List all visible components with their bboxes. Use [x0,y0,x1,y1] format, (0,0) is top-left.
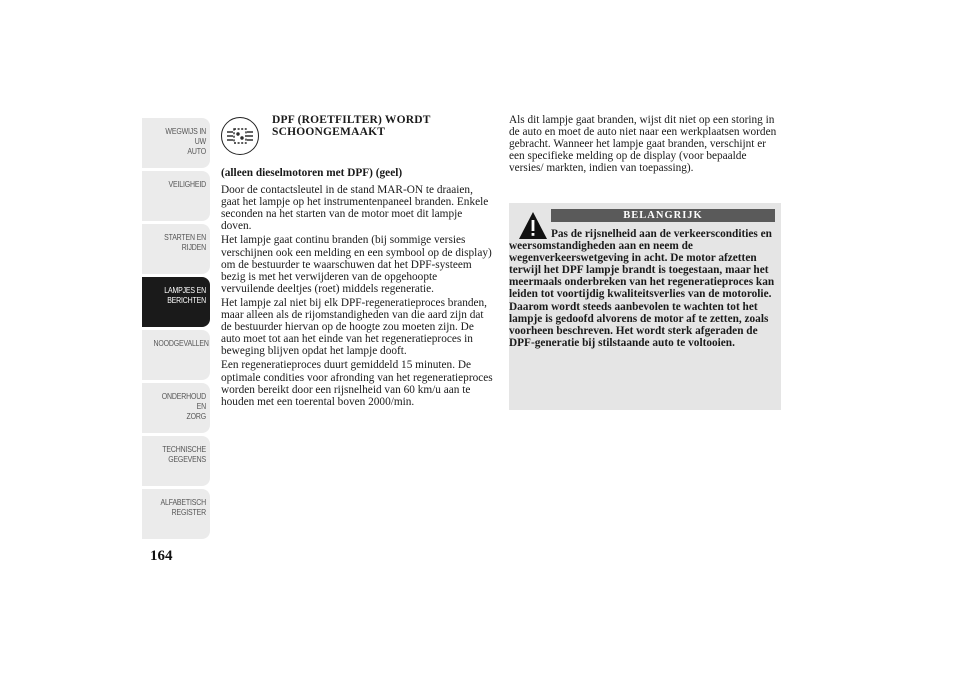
tab-onderhoud[interactable] [142,383,210,433]
dpf-filter-icon [221,117,259,155]
tab-label: NOODGEVALLEN [153,338,209,348]
section-heading [272,114,482,138]
paragraph: Door de contactsleutel in de stand MAR-ON te draaien, gaat het lampje op het instrumentenpaneel branden. Enkele seconden na het starten van de motor moet dit lampje doven. [221,184,489,233]
tab-label: ALFABETISCH REGISTER [160,497,206,517]
warning-lead: Pas de rijsnelheid aan de verkeerscondities en [551,228,772,240]
paragraph: Als dit lampje gaat branden, wijst dit niet op een storing in de auto en moet de auto niet naar een werkplaatsen worden gebracht. Wanneer het lampje gaat branden, verschijnt er een specifieke melding op de display (voor bepaalde versies/ markten, indien van toepassing). [509,114,777,175]
warning-box [509,203,781,410]
tab-technische[interactable] [142,436,210,486]
paragraph: Het lampje zal niet bij elk DPF-regeneratieproces branden, maar alleen als de rijomstandigheden van die aard zijn dat de bestuurder hiervan op de hoogte zou moeten zijn. De auto moet tot aan het einde van het regeneratieproces in beweging blijven opdat het lampje dooft. [221,296,488,358]
paragraph: Het lampje gaat continu branden (bij sommige versies verschijnen ook een melding en een symbool op de display) om de bestuurder te waarschuwen dat het DPF-systeem bezig is met het verwijderen van de opgehoopte vervuilende deeltjes (roet) middels regeneratie. [221,234,492,295]
tab-label: ONDERHOUD EN ZORG [161,391,206,421]
tab-label: LAMPJES EN BERICHTEN [164,285,206,305]
tab-lampjes[interactable] [142,277,210,327]
tab-alfabetisch[interactable] [142,489,210,539]
tab-noodgevallen[interactable] [142,330,210,380]
tab-veiligheid[interactable] [142,171,210,221]
tab-wegwijs[interactable] [142,118,210,168]
warning-header: BELANGRIJK [551,209,775,222]
tab-label: VEILIGHEID [168,179,206,189]
tab-starten[interactable] [142,224,210,274]
subheading: (alleen dieselmotoren met DPF) (geel) [221,167,403,179]
right-column [509,114,781,174]
tab-label: TECHNISCHE GEGEVENS [162,444,206,464]
paragraph: Een regeneratieproces duurt gemiddeld 15 minuten. De optimale condities voor afronding van het regeneratieproces worden bereikt door een rijsnelheid van 60 km/u aan te houden met een toerental boven 2000/min. [221,359,493,408]
page-number: 164 [150,548,173,564]
heading-line: DPF (ROETFILTER) WORDT [272,114,431,126]
warning-text [509,228,775,349]
left-column [221,167,493,410]
tab-label: WEGWIJS IN UW AUTO [165,126,206,156]
tab-label: STARTEN EN RIJDEN [164,232,206,252]
heading-line: SCHOONGEMAAKT [272,126,386,138]
warning-body: weersomstandigheden aan en neem de wegenverkeerswetgeving in acht. De motor afzetten terwijl het DPF lampje brandt is toegestaan, maar het meermaals onderbreken van het regeneratieproces kan leiden tot voortijdig kwaliteitsverlies van de motorolie. Daarom wordt steeds aanbevolen te wachten tot het lampje is gedoofd alvorens de motor af te zetten, zoals voorheen beschreven. Het wordt sterk afgeraden de DPF-generatie bij stilstaande auto te voltooien. [509,240,775,349]
